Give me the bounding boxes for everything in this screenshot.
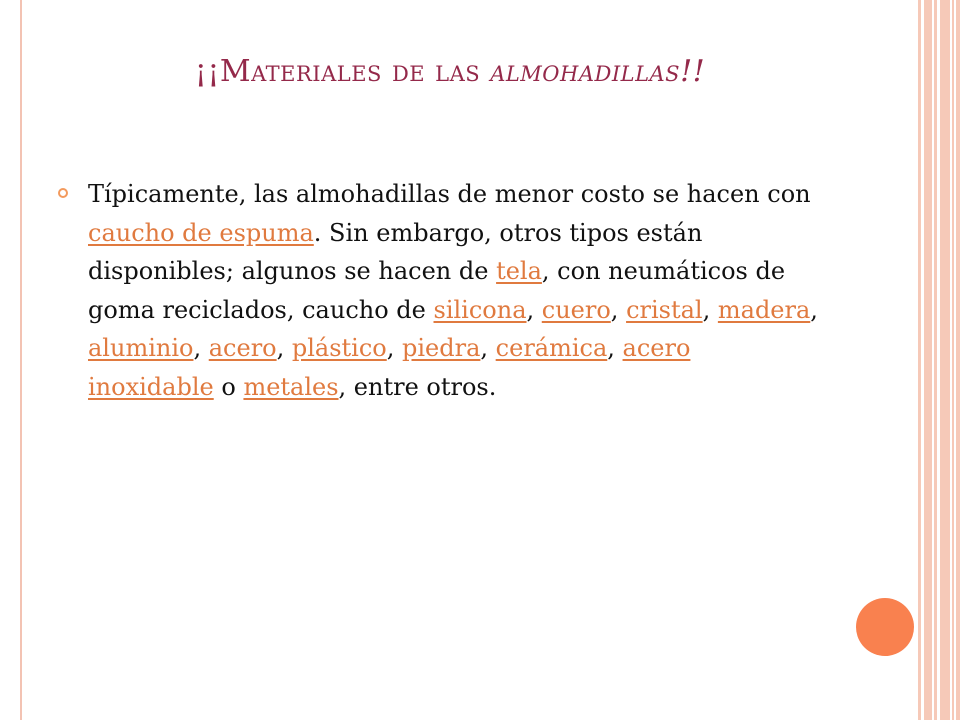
link-silicona[interactable]: silicona	[433, 295, 527, 324]
link-acero-inoxidable[interactable]: acero inoxidable	[88, 334, 691, 401]
separator: ,	[702, 295, 718, 324]
link-acero[interactable]: acero	[208, 334, 277, 362]
body-text: , con neumáticos de goma reciclados, caucho de	[88, 257, 786, 324]
decor-stripe	[924, 0, 932, 720]
body-text: Típicamente, las almohadillas de menor costo se hacen con	[88, 180, 811, 208]
separator: ,	[386, 334, 403, 362]
body-text: , entre otros.	[338, 372, 497, 401]
link-madera[interactable]: madera	[717, 295, 811, 324]
decor-stripe	[940, 0, 950, 720]
separator: ,	[193, 334, 209, 362]
bullet-paragraph	[88, 175, 818, 406]
bullet-list	[58, 175, 818, 406]
decor-stripe	[952, 0, 954, 720]
separator: ,	[480, 334, 496, 362]
separator: ,	[607, 334, 623, 362]
link-plastico[interactable]: plástico	[291, 334, 387, 362]
decor-circle	[856, 598, 914, 656]
title-text-1: ¡¡Materiales de las	[194, 54, 491, 89]
link-tela[interactable]: tela	[496, 257, 542, 285]
separator: ,	[276, 334, 292, 362]
link-piedra[interactable]: piedra	[402, 334, 481, 362]
title-text-italic: almohadillas	[490, 54, 681, 89]
body-text: . Sin embargo, otros tipos están disponibles; algunos se hacen de	[88, 218, 703, 285]
link-aluminio[interactable]: aluminio	[88, 334, 194, 362]
link-caucho-de-espuma[interactable]: caucho de espuma	[88, 218, 314, 247]
body-text: o	[213, 372, 244, 401]
separator: ,	[610, 295, 627, 324]
bullet-circle-icon	[58, 188, 68, 198]
link-metales[interactable]: metales	[243, 372, 339, 401]
link-cuero[interactable]: cuero	[541, 295, 611, 324]
slide-title	[40, 44, 860, 100]
separator: ,	[526, 295, 542, 324]
link-cristal[interactable]: cristal	[626, 295, 703, 324]
separator: ,	[810, 295, 818, 324]
decor-stripe	[934, 0, 937, 720]
left-frame-line	[20, 0, 22, 720]
decor-stripe	[918, 0, 921, 720]
decor-stripe	[956, 0, 960, 720]
title-text-3: !!	[680, 54, 706, 89]
link-ceramica[interactable]: cerámica	[495, 334, 608, 362]
